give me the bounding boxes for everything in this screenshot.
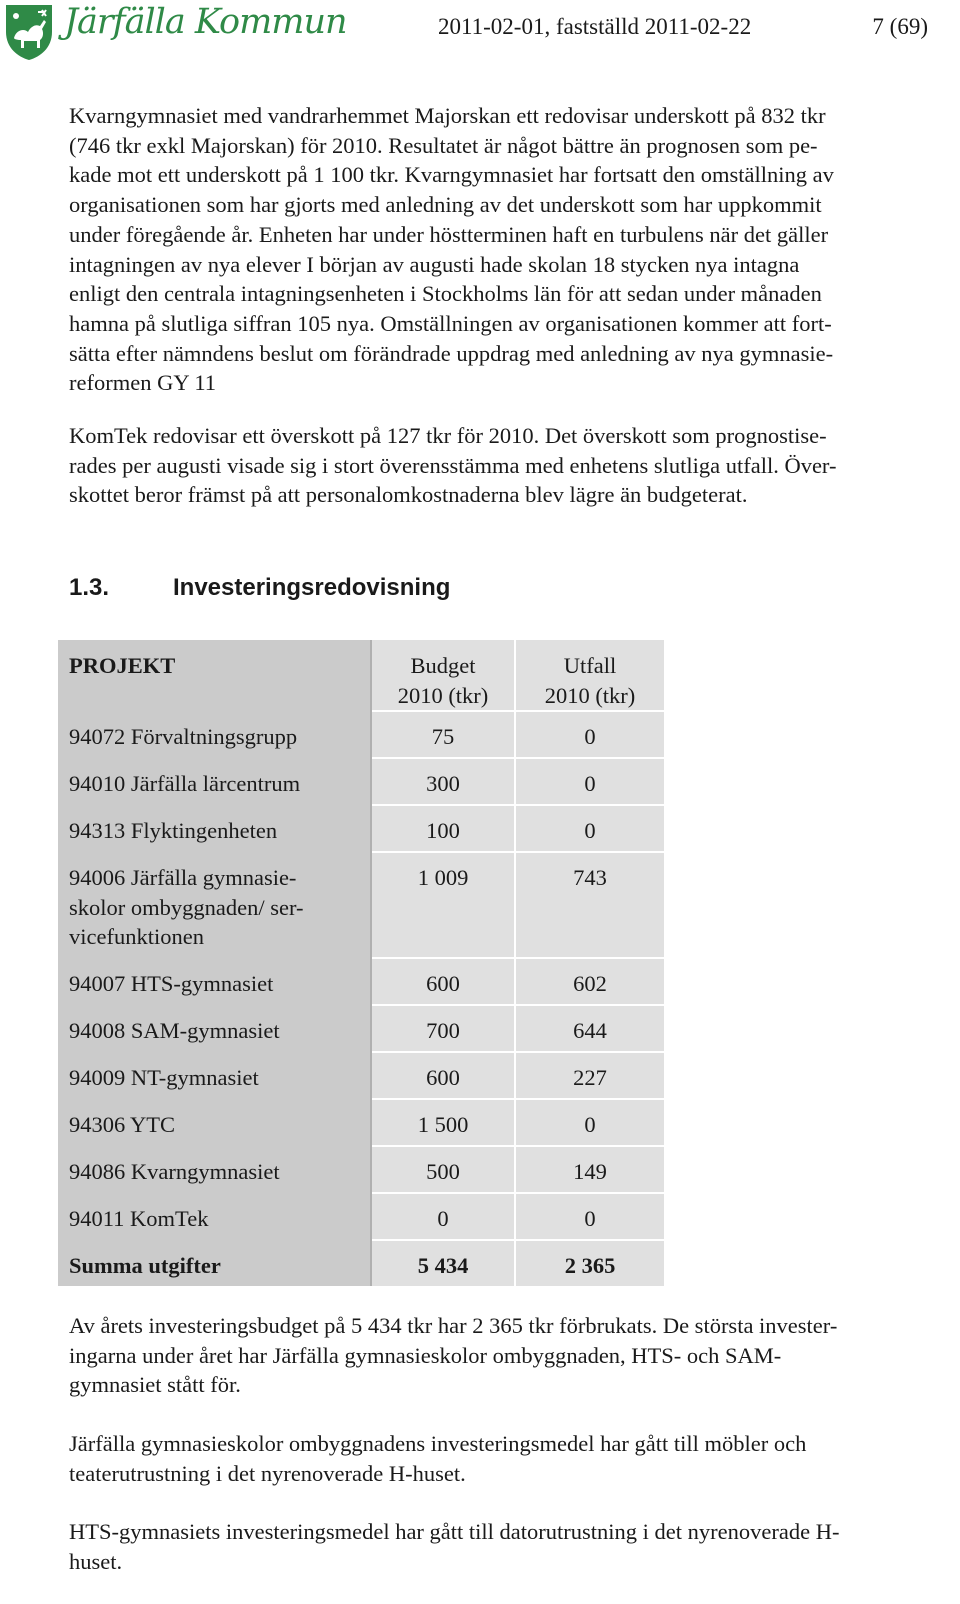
row-outcome: 0 xyxy=(584,1206,596,1231)
text-line: Järfälla gymnasieskolor ombyggnadens investeringsmedel har gått till möbler och xyxy=(69,1431,807,1456)
text-line: rades per augusti visade sig i stort överensstämma med enhetens slutliga utfall. Över- xyxy=(69,452,837,478)
row-outcome: 0 xyxy=(584,771,596,796)
row-project: 94006 Järfälla gymnasie- skolor ombyggnaden/ ser- vicefunktionen xyxy=(69,865,304,949)
table-row xyxy=(58,805,664,852)
document-date: 2011-02-01, fastställd 2011-02-22 xyxy=(438,14,752,39)
logo-wordmark: Järfälla Kommun xyxy=(64,2,347,42)
text-line: skottet beror främst på att personalomkostnaderna blev lägre än budgeterat. xyxy=(69,482,748,508)
row-budget: 600 xyxy=(426,971,460,996)
row-budget: 300 xyxy=(426,771,460,796)
paragraph-rebuild xyxy=(69,1429,954,1488)
row-budget: 600 xyxy=(426,1065,460,1090)
section-title: Investeringsredovisning xyxy=(173,574,451,601)
row-project: 94007 HTS-gymnasiet xyxy=(69,971,274,996)
table-row xyxy=(58,1052,664,1099)
text-line: (746 tkr exkl Majorskan) för 2010. Resultatet är något bättre än prognosen som pe- xyxy=(69,132,818,158)
text-line: huset. xyxy=(69,1548,123,1574)
row-budget: 700 xyxy=(426,1018,460,1043)
header-outcome: Utfall 2010 (tkr) xyxy=(515,640,664,711)
text-line: hamna på slutliga siffran 105 nya. Omställningen av organisationen kommer att fort- xyxy=(69,310,832,336)
row-budget: 100 xyxy=(426,818,460,843)
text-line: HTS-gymnasiets investeringsmedel har gått till datorutrustning i det nyrenoverade H- xyxy=(69,1519,840,1544)
table-row xyxy=(58,1099,664,1146)
page-header xyxy=(0,0,960,64)
table-total-row xyxy=(58,1240,664,1286)
row-outcome: 602 xyxy=(573,971,607,996)
paragraph-investment-summary xyxy=(69,1311,954,1400)
text-line: ingarna under året har Järfälla gymnasieskolor ombyggnaden, HTS- och SAM- xyxy=(69,1342,782,1368)
text-line: organisationen som har gjorts med anledning av det underskott som har uppkommit xyxy=(69,192,822,218)
row-budget: 1 009 xyxy=(417,865,469,890)
text-line: Kvarngymnasiet med vandrarhemmet Majorskan ett redovisar underskott på 832 tkr xyxy=(69,103,826,128)
text-line: under föregående år. Enheten har under höstterminen haft en turbulens när det gäller xyxy=(69,221,829,247)
row-project: 94011 KomTek xyxy=(69,1206,209,1231)
table-header-row xyxy=(58,640,664,711)
row-outcome: 0 xyxy=(584,818,596,843)
text-line: intagningen av nya elever I början av augusti hade skolan 18 stycken nya intagna xyxy=(69,251,800,277)
text-line: sätta efter nämndens beslut om förändrade uppdrag med anledning av nya gymnasie- xyxy=(69,340,834,366)
total-budget: 5 434 xyxy=(417,1253,469,1278)
page-number: 7 (69) xyxy=(872,14,928,39)
text-line: teaterutrustning i det nyrenoverade H-huset. xyxy=(69,1460,466,1486)
header-budget: Budget 2010 (tkr) xyxy=(371,640,515,711)
investment-table xyxy=(58,640,664,1286)
table-row xyxy=(58,711,664,758)
paragraph-kvarngymnasiet xyxy=(69,101,954,398)
row-budget: 0 xyxy=(437,1206,449,1231)
table-row xyxy=(58,852,664,958)
paragraph-hts xyxy=(69,1517,954,1576)
paragraph-komtek xyxy=(69,421,954,510)
total-label: Summa utgifter xyxy=(69,1253,221,1278)
row-outcome: 227 xyxy=(573,1065,607,1090)
row-project: 94086 Kvarngymnasiet xyxy=(69,1159,280,1184)
row-outcome: 743 xyxy=(573,865,607,890)
text-line: reformen GY 11 xyxy=(69,370,217,396)
section-heading xyxy=(69,574,450,602)
total-outcome: 2 365 xyxy=(564,1253,616,1278)
text-line: gymnasiet stått för. xyxy=(69,1372,241,1398)
row-project: 94010 Järfälla lärcentrum xyxy=(69,771,301,796)
row-project: 94072 Förvaltningsgrupp xyxy=(69,724,298,749)
row-outcome: 149 xyxy=(573,1159,607,1184)
table-row xyxy=(58,1146,664,1193)
table-row xyxy=(58,958,664,1005)
text-line: kade mot ett underskott på 1 100 tkr. Kvarngymnasiet har fortsatt den omställning av xyxy=(69,162,834,188)
text-line: Av årets investeringsbudget på 5 434 tkr har 2 365 tkr förbrukats. De största invester- xyxy=(69,1313,838,1338)
section-number: 1.3. xyxy=(69,574,110,601)
row-outcome: 0 xyxy=(584,1112,596,1137)
row-budget: 500 xyxy=(426,1159,460,1184)
row-outcome: 0 xyxy=(584,724,596,749)
table-row xyxy=(58,1005,664,1052)
row-project: 94009 NT-gymnasiet xyxy=(69,1065,259,1090)
row-project: 94008 SAM-gymnasiet xyxy=(69,1018,280,1043)
row-project: 94313 Flyktingenheten xyxy=(69,818,278,843)
row-project: 94306 YTC xyxy=(69,1112,176,1137)
row-outcome: 644 xyxy=(573,1018,607,1043)
text-line: enligt den centrala intagningsenheten i Stockholms län för att sedan under månaden xyxy=(69,281,822,307)
coat-of-arms-icon xyxy=(6,5,52,60)
row-budget: 1 500 xyxy=(417,1112,469,1137)
text-line: KomTek redovisar ett överskott på 127 tkr för 2010. Det överskott som prognostise- xyxy=(69,423,827,448)
table-row xyxy=(58,1193,664,1240)
header-project: PROJEKT xyxy=(58,640,371,711)
table-row xyxy=(58,758,664,805)
row-budget: 75 xyxy=(431,724,455,749)
